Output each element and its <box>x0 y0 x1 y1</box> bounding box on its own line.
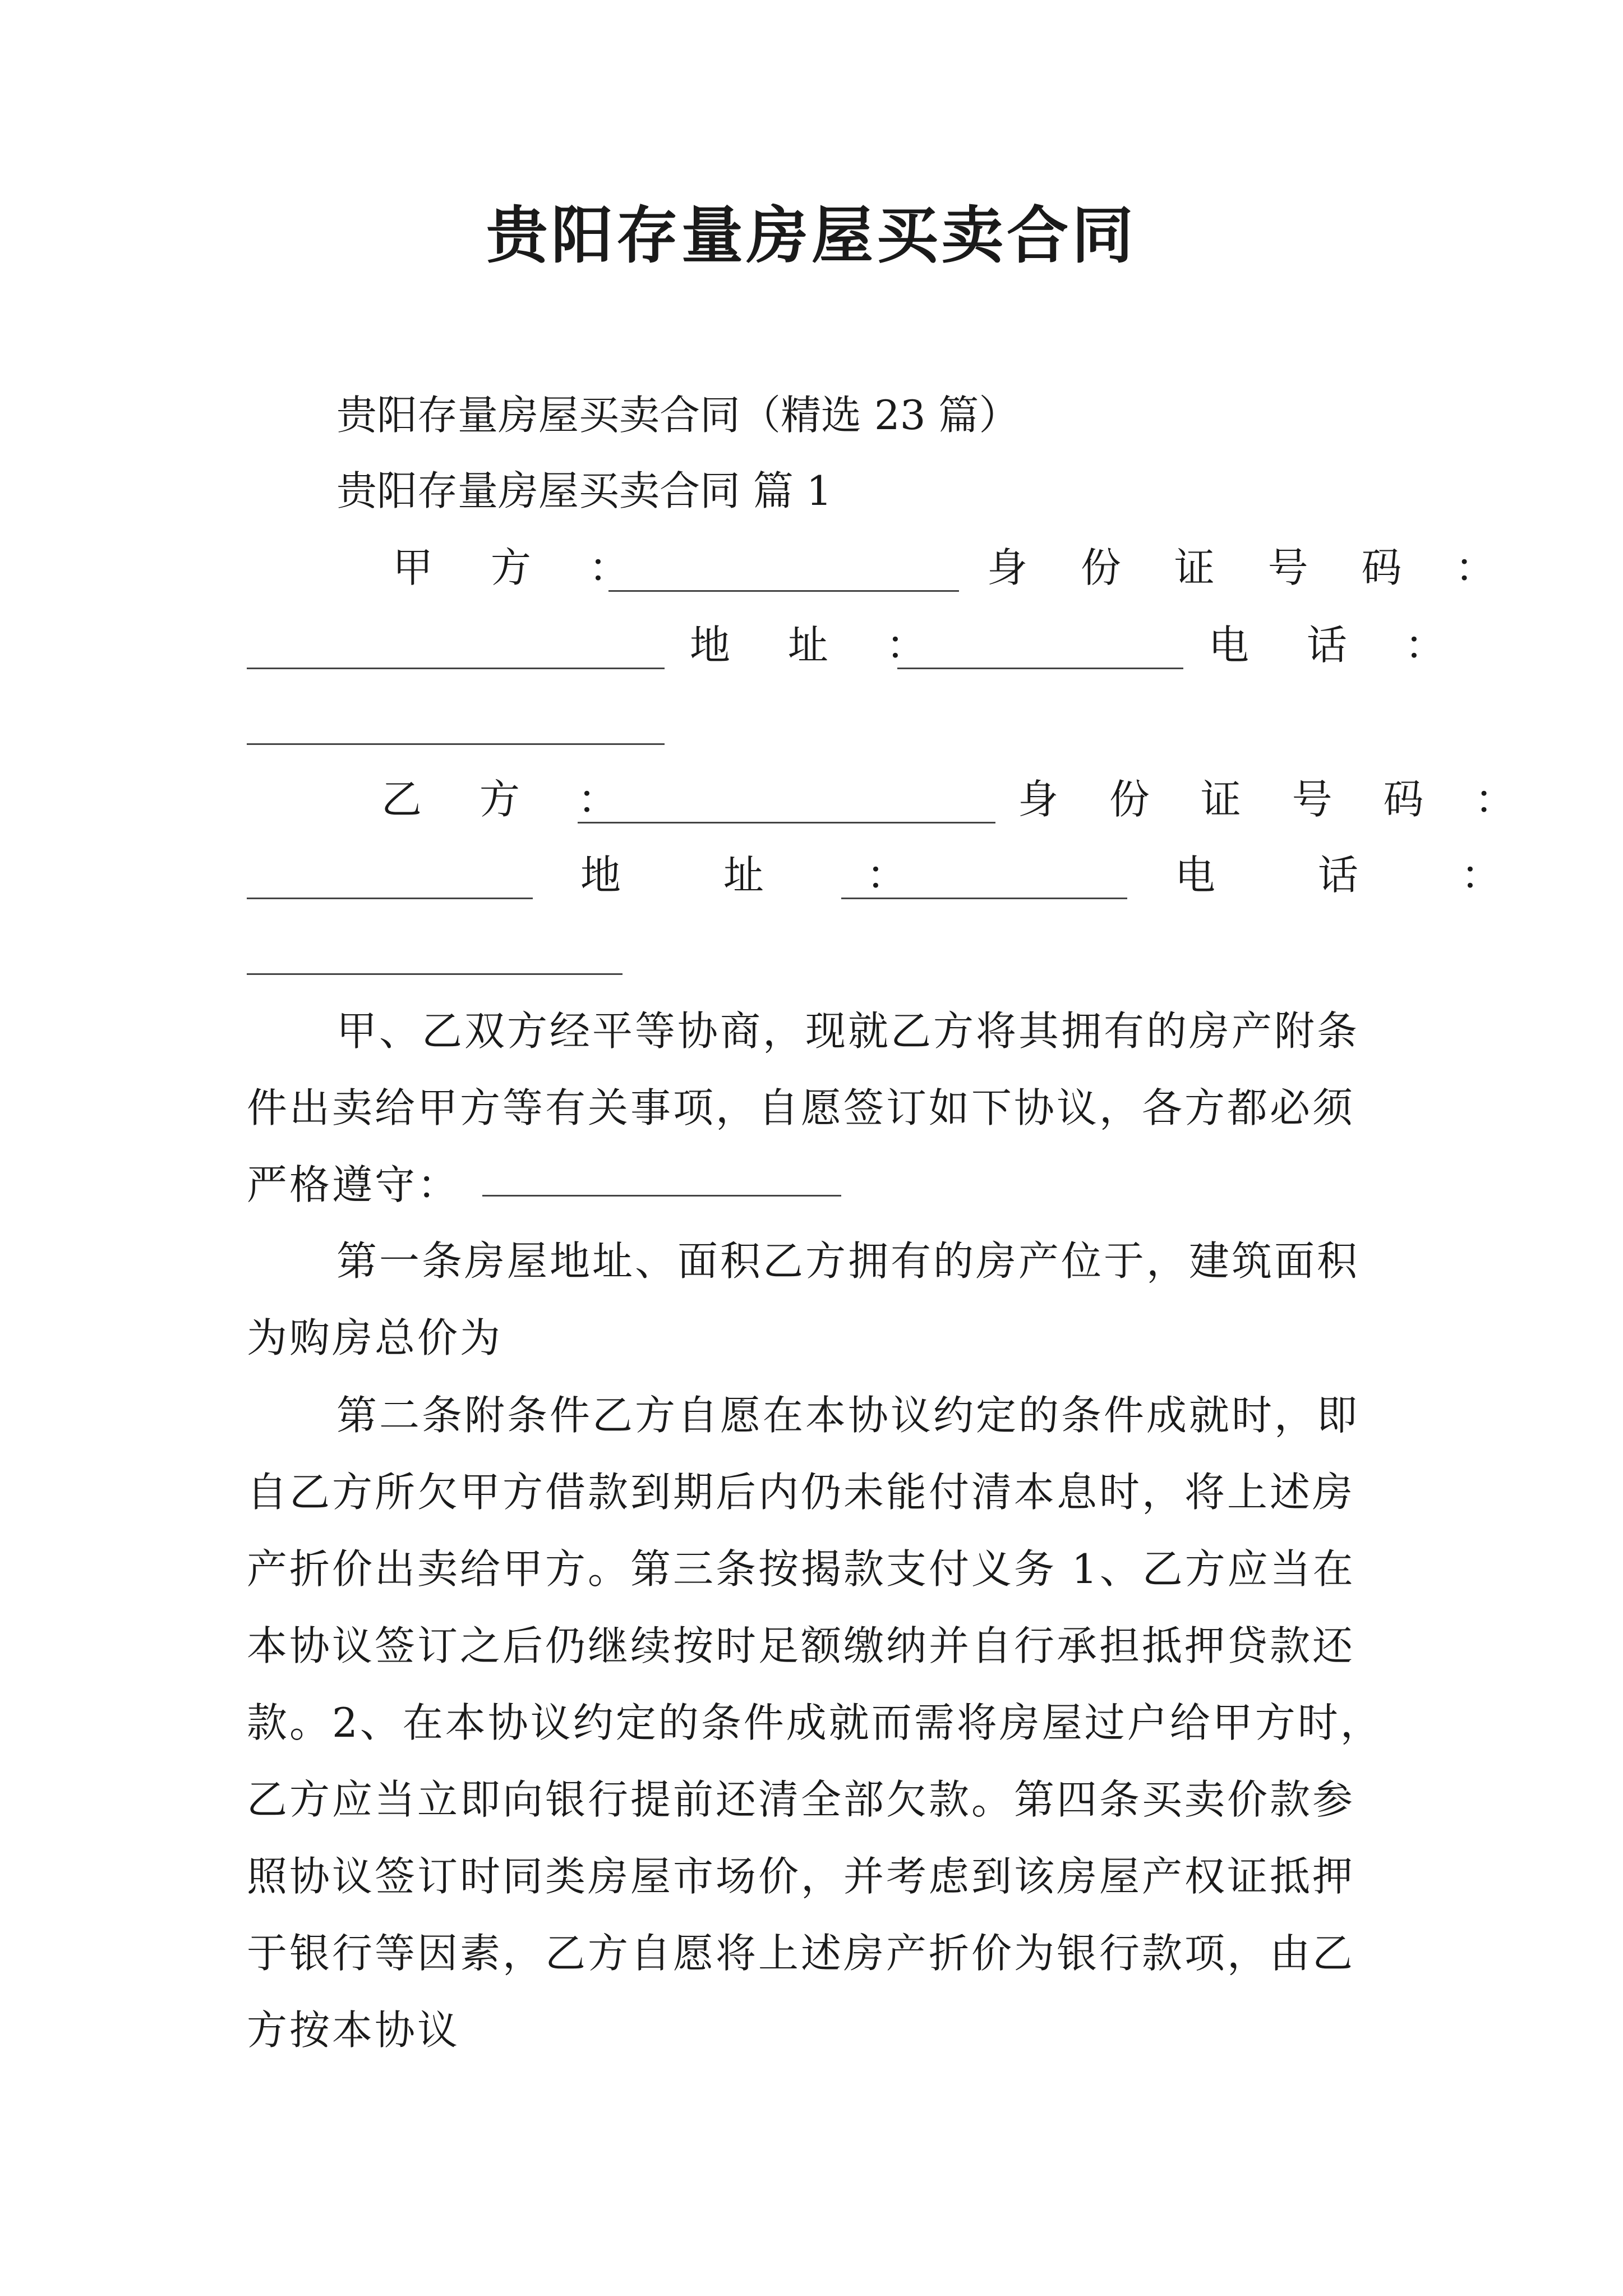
party-b-address-label: 地 址 ： <box>580 852 952 899</box>
party-b-phone-label: 电 话 ： <box>1175 852 1546 899</box>
party-b-id-label: 身 份 证 号 码 ： <box>1018 776 1534 823</box>
party-a-id-blank <box>247 628 665 669</box>
party-a-address-label: 地 址 ： <box>690 622 949 669</box>
article-2-paragraph: 第二条附条件乙方自愿在本协议约定的条件成就时，即自乙方所欠甲方借款到期后内仍未能付清本息时，将上述房产折价出卖给甲方。第三条按揭款支付义务 1、乙方应当在本协议签订之后仍继续按时足额缴纳并自行承担抵押贷款还款。2、在本协议约定的条件成就而需将房屋过户给甲方时，乙方应当立即向银行提前还清全部欠款。第四条买卖价款参照协议签订时同类房屋市场价，并考虑到该房屋产权证抵押于银行等因素，乙方自愿将上述房产折价为银行款项，由乙方按本协议 <box>247 1392 1383 2054</box>
document-subtitle: 贵阳存量房屋买卖合同（精选 23 篇） <box>336 392 1020 439</box>
party-a-name-blank <box>608 551 959 592</box>
document-title: 贵阳存量房屋买卖合同 <box>486 200 1137 272</box>
party-a-id-label: 身 份 证 号 码 ： <box>987 544 1516 591</box>
intro-blank <box>482 1156 841 1197</box>
party-b-name-blank <box>578 783 995 823</box>
party-a-phone-blank <box>247 704 665 745</box>
intro-paragraph: 甲、乙双方经平等协商，现就乙方将其拥有的房产附条件出卖给甲方等有关事项，自愿签订如下协议，各方都必须严格遵守： <box>247 1007 1360 1208</box>
section-heading: 贵阳存量房屋买卖合同 篇 1 <box>336 467 832 514</box>
party-b-id-blank <box>247 858 533 899</box>
article-1-paragraph: 第一条房屋地址、面积乙方拥有的房产位于，建筑面积为购房总价为 <box>247 1237 1360 1361</box>
party-b-label: 乙 方 ： <box>381 776 640 823</box>
party-a-address-blank <box>897 628 1183 669</box>
party-b-phone-blank <box>247 934 623 975</box>
party-a-label: 甲 方 ： <box>393 544 652 591</box>
party-b-address-blank <box>841 858 1127 899</box>
party-a-phone-label: 电 话 ： <box>1209 622 1468 669</box>
